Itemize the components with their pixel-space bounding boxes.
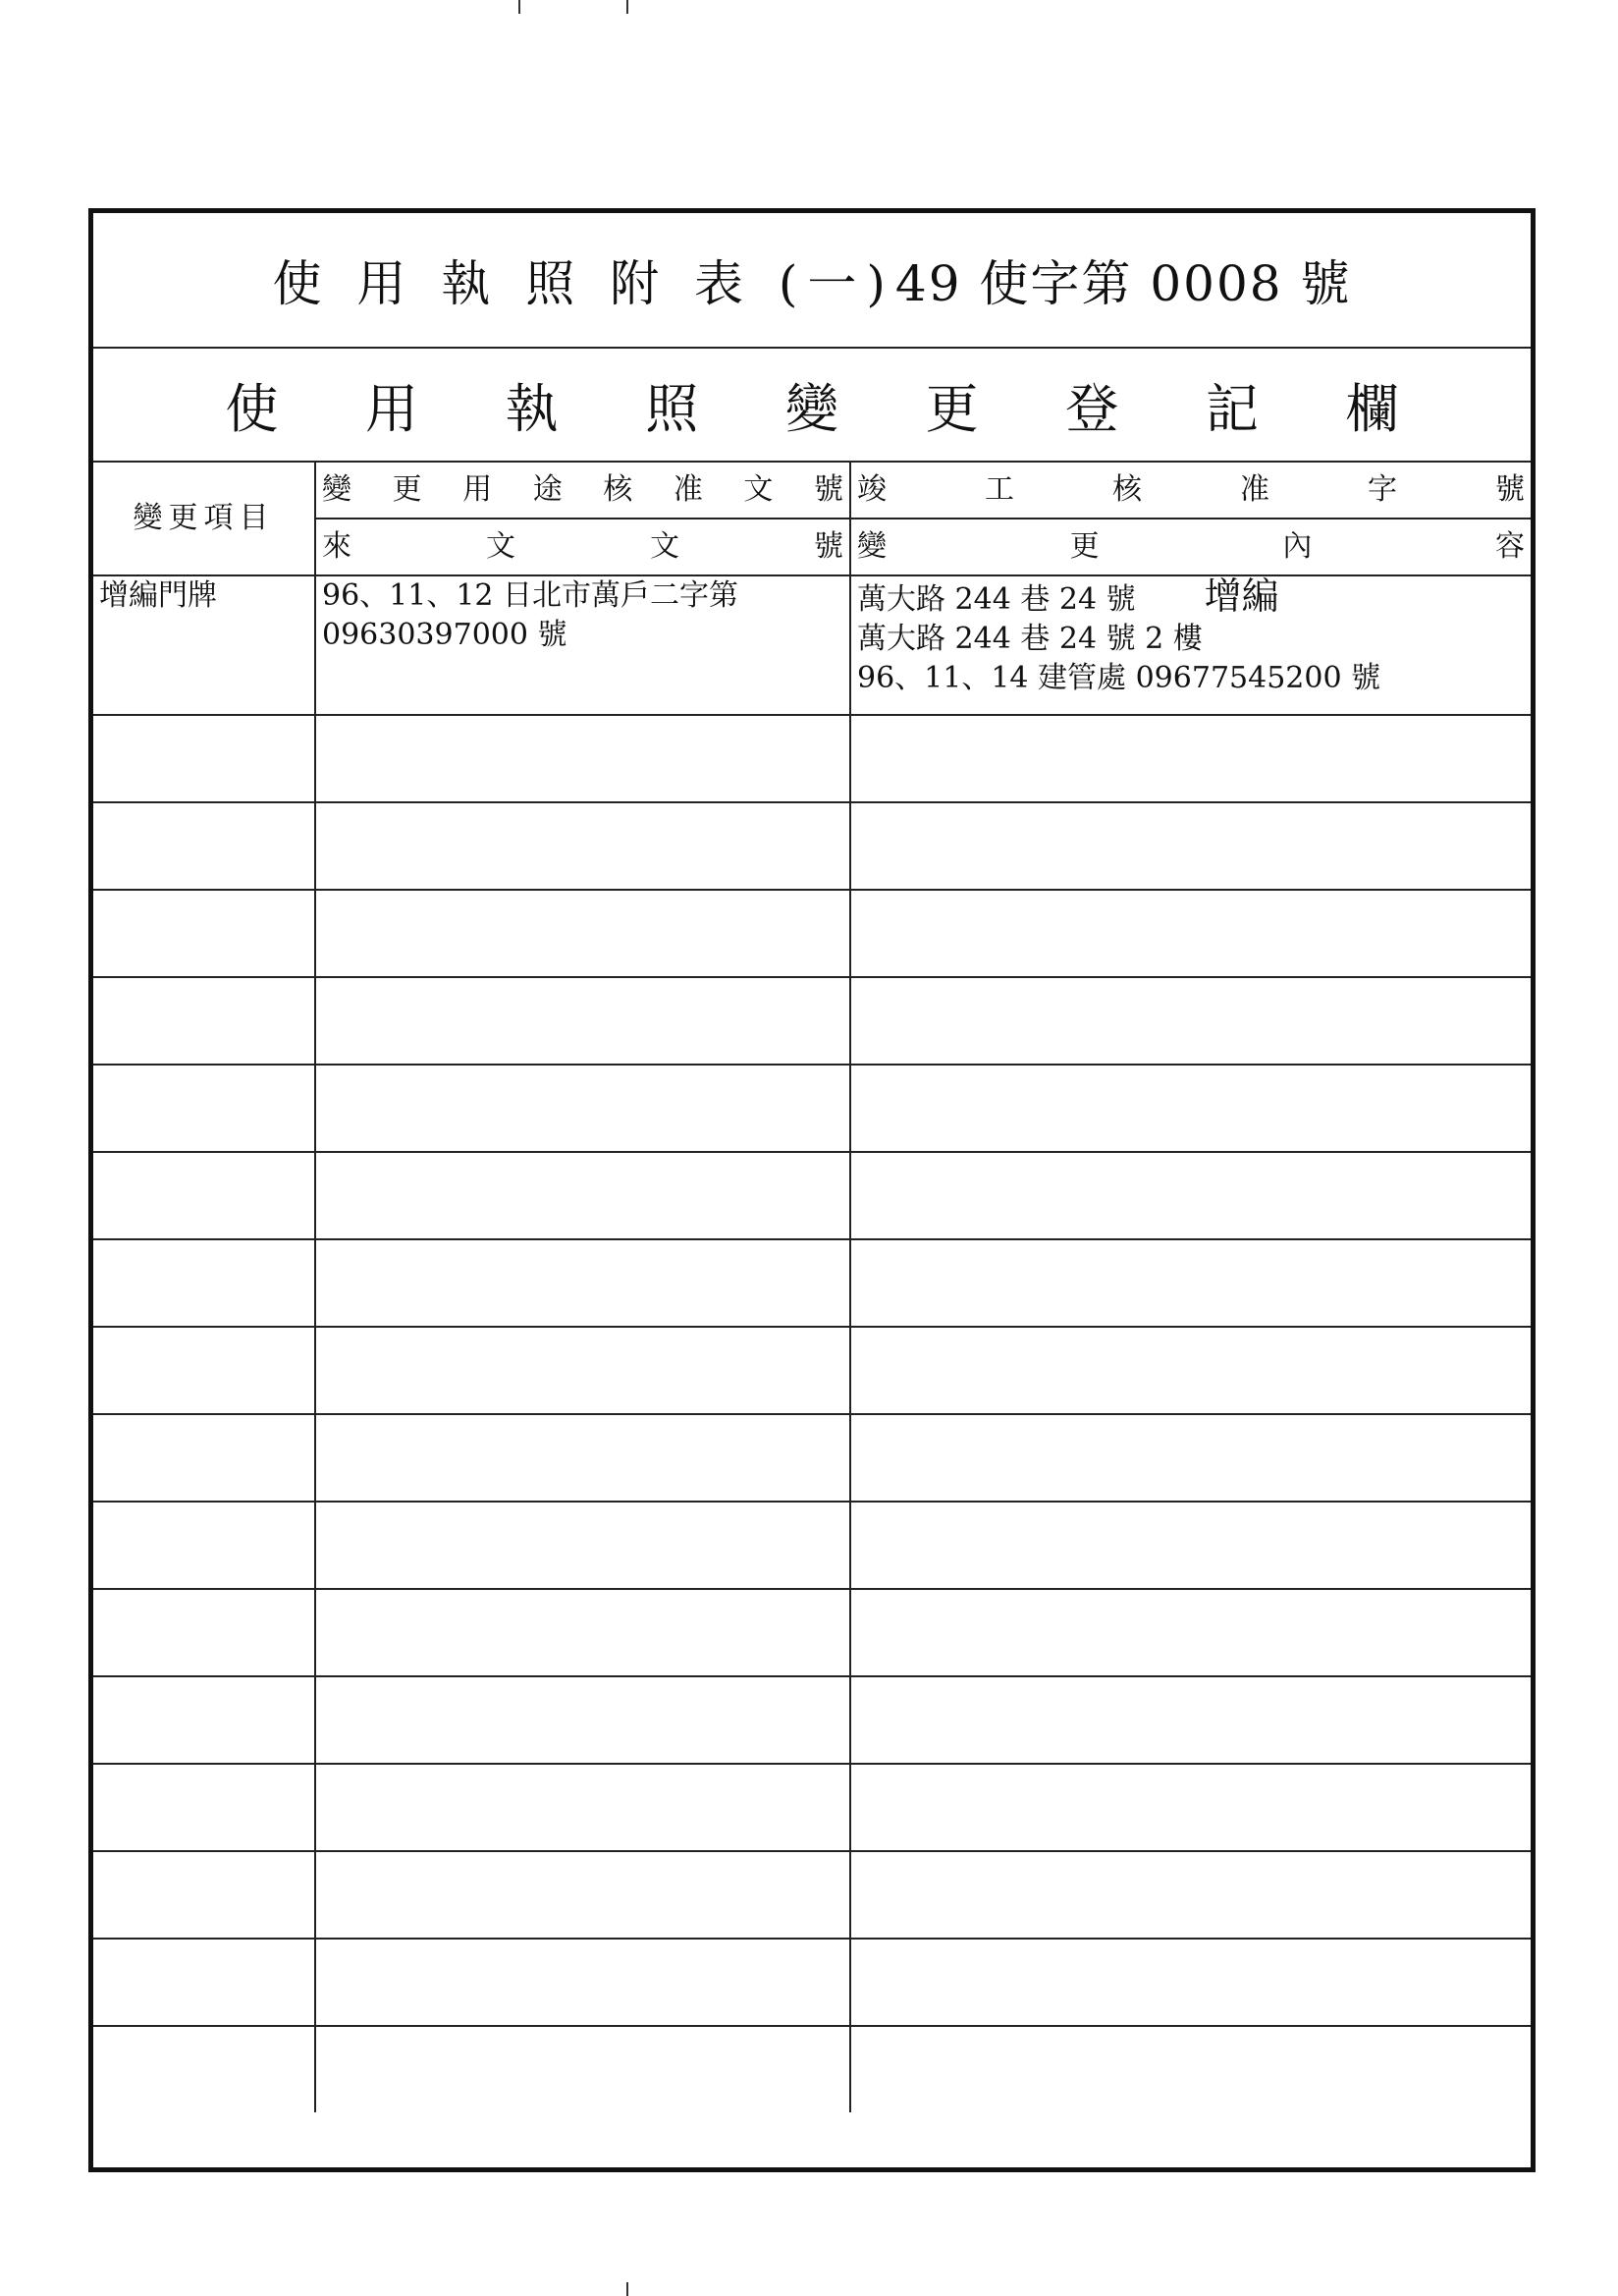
heading-char: 執 [505, 377, 559, 440]
table-row-empty [93, 1502, 1531, 1589]
header-char: 准 [1240, 472, 1269, 507]
title-number: 49 使字第 0008 號 [894, 255, 1352, 312]
top-margin-mark-right [626, 0, 628, 14]
empty-cell [93, 2026, 315, 2112]
header-char: 內 [1282, 529, 1313, 564]
entry-content [850, 575, 1531, 715]
empty-cell [93, 1851, 315, 1939]
empty-cell [315, 1502, 850, 1589]
empty-cell [850, 890, 1531, 977]
header-char: 用 [462, 472, 493, 507]
document-title [93, 213, 1531, 349]
change-register-sheet [88, 208, 1536, 2172]
register-table [93, 463, 1531, 2112]
empty-cell [315, 715, 850, 802]
entry-content-line: 96、11、14 建管處 09677545200 號 [857, 661, 1381, 695]
empty-cell [93, 890, 315, 977]
col-header-item: 變更項目 [93, 463, 315, 575]
empty-cell [315, 977, 850, 1065]
empty-cell [315, 1414, 850, 1502]
header-char: 號 [814, 529, 843, 564]
empty-cell [850, 1676, 1531, 1764]
heading-char: 欄 [1345, 377, 1399, 440]
empty-cell [93, 1939, 315, 2026]
header-char: 核 [1112, 472, 1142, 507]
added-stamp: 增編 [1204, 574, 1279, 618]
empty-cell [315, 1939, 850, 2026]
empty-cell [850, 1152, 1531, 1239]
empty-cell [93, 802, 315, 890]
header-char: 文 [743, 472, 774, 507]
table-row-empty [93, 1851, 1531, 1939]
table-row-empty [93, 890, 1531, 977]
col-header-incoming-doc [315, 519, 850, 575]
table-row-empty [93, 1152, 1531, 1239]
header-char: 更 [392, 472, 422, 507]
empty-cell [93, 715, 315, 802]
empty-cell [315, 2026, 850, 2112]
empty-cell [850, 1502, 1531, 1589]
empty-cell [850, 1239, 1531, 1327]
empty-cell [850, 1414, 1531, 1502]
section-heading [93, 349, 1531, 463]
top-margin-mark-left [518, 0, 520, 14]
bottom-margin-mark [626, 2282, 628, 2296]
table-row-empty [93, 1764, 1531, 1851]
empty-cell [315, 1589, 850, 1676]
empty-cell [315, 1065, 850, 1152]
heading-char: 變 [784, 377, 838, 440]
empty-cell [315, 1239, 850, 1327]
empty-cell [850, 1851, 1531, 1939]
empty-cell [315, 890, 850, 977]
title-prefix: 使 用 執 照 附 表 (一) [272, 255, 895, 312]
empty-cell [850, 2026, 1531, 2112]
table-row-empty [93, 802, 1531, 890]
table-row-empty [93, 1065, 1531, 1152]
entry-doc-line: 96、11、12 日北市萬戶二字第 [322, 578, 739, 613]
entry-content-line [857, 576, 1525, 620]
header-char: 竣 [857, 472, 887, 507]
header-char: 來 [322, 529, 351, 564]
col-header-content [850, 519, 1531, 575]
empty-cell [850, 1065, 1531, 1152]
heading-char: 更 [925, 377, 979, 440]
table-row-empty [93, 977, 1531, 1065]
header-char: 容 [1494, 529, 1525, 564]
empty-cell [315, 1327, 850, 1414]
table-row-empty [93, 1414, 1531, 1502]
entry-doc [315, 575, 850, 715]
header-char: 文 [650, 529, 679, 564]
empty-cell [93, 1502, 315, 1589]
col-header-approval-doc [315, 463, 850, 519]
heading-char: 用 [364, 377, 418, 440]
empty-cell [315, 1676, 850, 1764]
empty-cell [93, 1065, 315, 1152]
empty-cell [93, 1589, 315, 1676]
empty-cell [93, 1327, 315, 1414]
entry-content-text: 萬大路 244 巷 24 號 [857, 582, 1136, 617]
entry-item-text: 增編門牌 [99, 578, 217, 613]
header-char: 核 [603, 472, 633, 507]
empty-cell [315, 1851, 850, 1939]
empty-cell [93, 1414, 315, 1502]
empty-cell [850, 1939, 1531, 2026]
heading-char: 登 [1065, 377, 1119, 440]
empty-cell [315, 802, 850, 890]
entry-content-line: 萬大路 244 巷 24 號 2 樓 [857, 622, 1203, 656]
empty-cell [850, 1589, 1531, 1676]
header-char: 更 [1069, 529, 1100, 564]
header-char: 字 [1368, 472, 1397, 507]
table-row [93, 575, 1531, 715]
header-char: 號 [813, 472, 843, 507]
heading-char: 使 [225, 377, 279, 440]
header-char: 號 [1495, 472, 1525, 507]
table-row-empty [93, 1589, 1531, 1676]
header-char: 准 [673, 472, 703, 507]
entry-item [93, 575, 315, 715]
table-row-empty [93, 2026, 1531, 2112]
empty-cell [850, 715, 1531, 802]
header-char: 變 [322, 472, 351, 507]
table-row-empty [93, 1327, 1531, 1414]
empty-cell [850, 802, 1531, 890]
header-char: 變 [857, 529, 887, 564]
header-char: 工 [985, 472, 1014, 507]
empty-cell [93, 1764, 315, 1851]
table-row-empty [93, 1939, 1531, 2026]
header-char: 途 [532, 472, 563, 507]
header-char: 文 [486, 529, 515, 564]
empty-cell [93, 977, 315, 1065]
empty-cell [315, 1152, 850, 1239]
empty-cell [850, 977, 1531, 1065]
empty-cell [850, 1327, 1531, 1414]
empty-cell [93, 1676, 315, 1764]
table-row-empty [93, 1676, 1531, 1764]
heading-char: 記 [1205, 377, 1259, 440]
empty-cell [315, 1764, 850, 1851]
table-row-empty [93, 1239, 1531, 1327]
empty-cell [93, 1239, 315, 1327]
empty-cell [850, 1764, 1531, 1851]
table-row-empty [93, 715, 1531, 802]
entry-doc-line: 09630397000 號 [322, 618, 567, 652]
heading-char: 照 [645, 377, 699, 440]
col-header-completion [850, 463, 1531, 519]
empty-cell [93, 1152, 315, 1239]
